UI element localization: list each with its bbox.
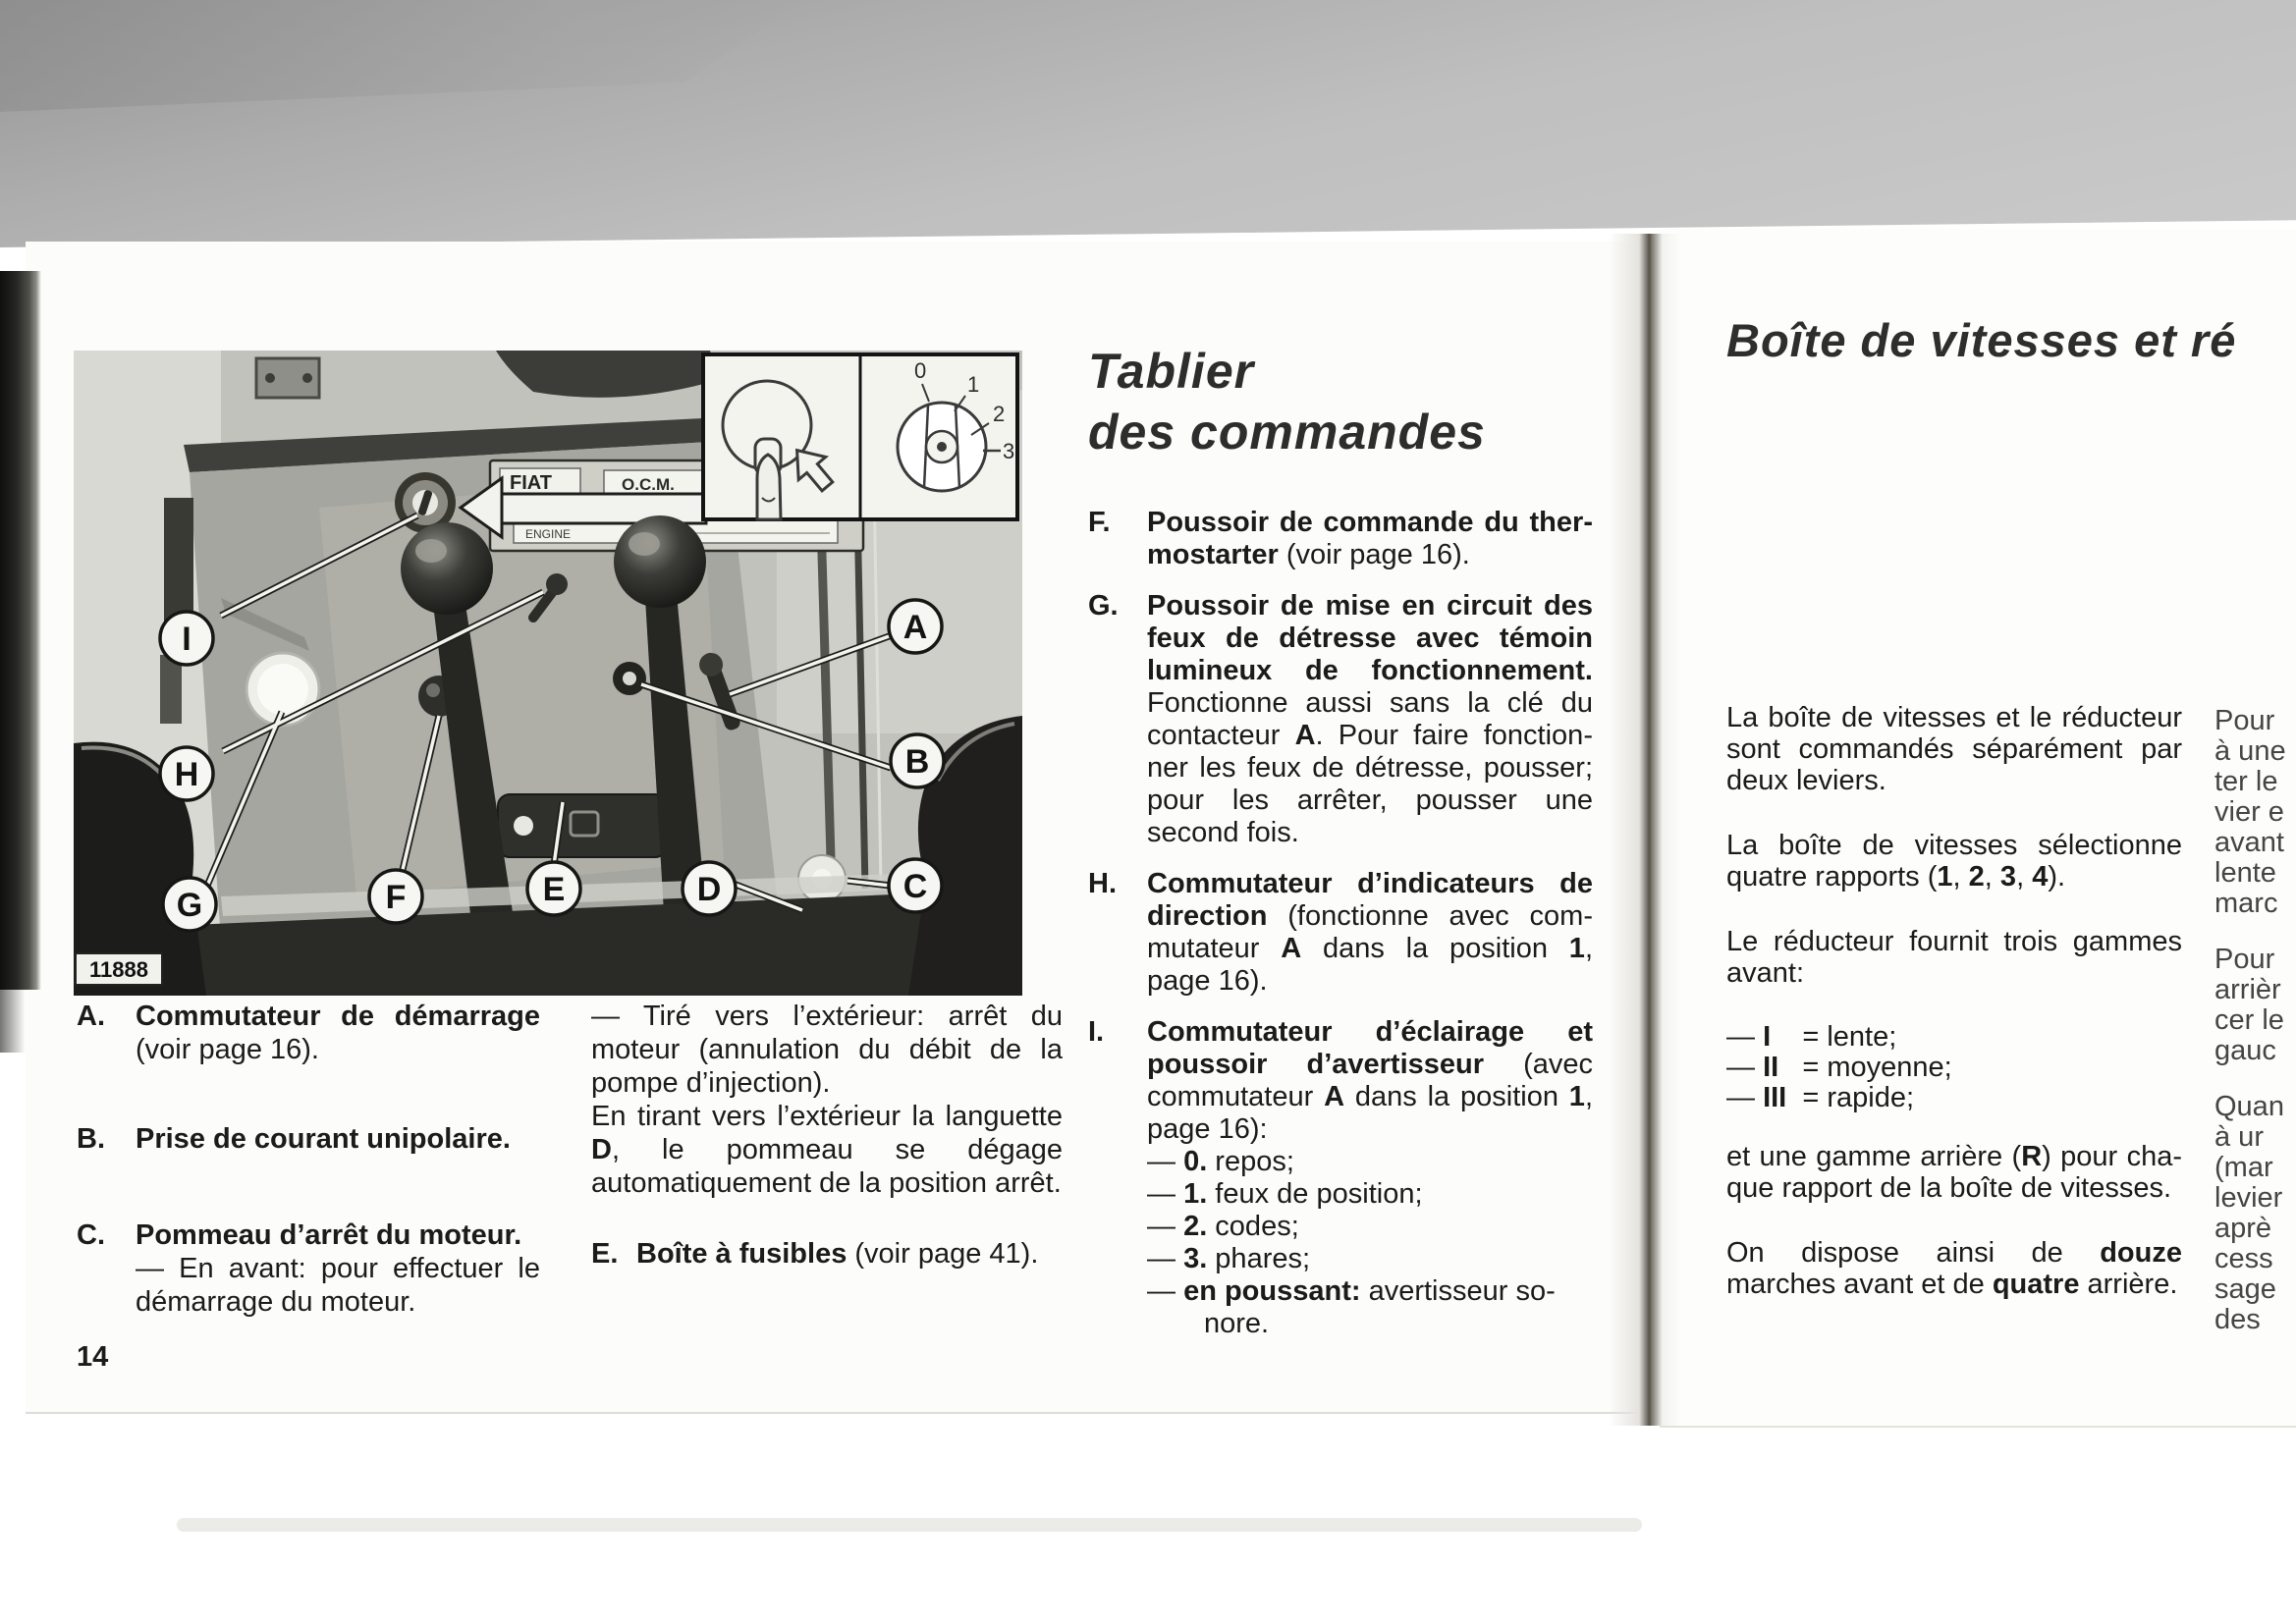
clipped-right-column [2214, 706, 2296, 1335]
gear-range-list [1726, 1022, 2182, 1113]
item-text-h: Commutateur d’indicateurs de direction (fonctionne avec commutateur A dans la position 1, page 16). [1147, 868, 1593, 997]
clipped-text-line: ter le [2214, 767, 2278, 797]
paragraph-twelve-speeds: On dispose ainsi de douze marches avant et de quatre arrière. [1726, 1237, 2182, 1300]
list-item-h [1088, 868, 1593, 998]
position-0-repos: — 0. repos; [1147, 1146, 1294, 1177]
clipped-text-line: Pour [2214, 945, 2275, 975]
key-position-0: 0 [914, 358, 927, 383]
inset-diagram [703, 354, 1017, 519]
item-letter-e: E. [591, 1238, 619, 1270]
callout-e [527, 862, 580, 915]
clipped-text-line: vier e [2214, 797, 2284, 828]
callout-g [163, 878, 216, 931]
item-letter-i: I. [1088, 1016, 1105, 1048]
book-page-edges [0, 271, 41, 990]
item-head-c: Pommeau d’arrêt du moteur. [136, 1219, 522, 1251]
svg-text:11888: 11888 [89, 957, 148, 982]
paragraph-gearbox-levers: La boîte de vitesses et le réducteur sont commandés séparément par deux leviers. [1726, 702, 2182, 796]
controls-list-column-middle [591, 1000, 1063, 1271]
svg-text:B: B [904, 743, 930, 781]
light-switch-positions [1147, 1146, 1593, 1340]
unipolar-socket [613, 662, 646, 695]
position-horn: — en poussant: avertisseur sonore. [1147, 1275, 1556, 1339]
callout-i [160, 612, 213, 665]
c-continuation-tab-d: En tirant vers l’extérieur la languette D, le pommeau se dégage automatiquement de la position arrêt. [591, 1101, 1063, 1199]
c-continuation-pulled-out: — Tiré vers l’extérieur: arrêt du moteur (annulation du débit de la pompe d’injection). [591, 1001, 1063, 1099]
clipped-text-line: marc [2214, 889, 2278, 919]
clipped-text-line: à une [2214, 736, 2286, 767]
book-gutter-shadow [1609, 234, 1681, 1426]
clipped-text-line: cess [2214, 1244, 2273, 1274]
clipped-text-line: aprè [2214, 1214, 2272, 1244]
left-page-title-line1: Tablier [1088, 344, 1255, 399]
scanner-bottom-shadow [177, 1518, 1642, 1532]
item-text-f: Poussoir de commande du thermostarter (voir page 16). [1147, 507, 1593, 570]
book-page-edges-tail [0, 990, 26, 1053]
photo-illustration [74, 351, 1022, 996]
list-item-a [77, 1000, 540, 1066]
svg-text:E: E [542, 871, 566, 908]
clipped-text-line: arrièr [2214, 975, 2281, 1005]
item-text-i: Commutateur d’éclairage et poussoir d’avertisseur (avec commutateur A dans la position 1, page 16): [1147, 1016, 1593, 1145]
list-item-f [1088, 507, 1593, 571]
item-letter-a: A. [77, 1001, 105, 1032]
plate-brand: FIAT [510, 472, 552, 494]
scanner-shadow-streak [0, 0, 805, 118]
callout-h [160, 747, 213, 800]
photo-id-tag [76, 953, 162, 985]
plate-line2: ENGINE [525, 527, 572, 541]
control-panel-photo [74, 351, 1022, 996]
clipped-text-line: cer le [2214, 1005, 2284, 1036]
list-item-i [1088, 1016, 1593, 1340]
position-1-feux: — 1. feux de position; [1147, 1178, 1423, 1210]
gear-range-fast: — III = rapide; [1726, 1082, 1915, 1113]
clipped-text-line: (mar [2214, 1153, 2273, 1183]
paragraph-three-ranges: Le réducteur fournit trois gammes avant: [1726, 926, 2182, 989]
list-item-g [1088, 590, 1593, 849]
controls-list-right-column [1088, 507, 1593, 1359]
gear-range-slow: — I = lente; [1726, 1021, 1897, 1053]
svg-text:I: I [182, 621, 191, 658]
list-item-b [77, 1122, 540, 1156]
item-letter-b: B. [77, 1123, 105, 1155]
clipped-text-line [2214, 1066, 2296, 1092]
paragraph-four-ratios: La boîte de vitesses sélectionne quatre rapports (1, 2, 3, 4). [1726, 830, 2182, 893]
svg-text:C: C [902, 868, 928, 905]
clipped-text-line [2214, 919, 2296, 945]
item-letter-c: C. [77, 1219, 105, 1251]
clipped-text-line: Quan [2214, 1092, 2284, 1122]
right-page [1660, 229, 2296, 1428]
svg-text:D: D [696, 871, 722, 908]
key-position-2: 2 [993, 402, 1006, 426]
hinge-bolt [265, 373, 275, 383]
item-text-a: Commutateur de démarrage (voir page 16). [136, 1001, 540, 1065]
position-2-codes: — 2. codes; [1147, 1211, 1299, 1242]
gear-range-medium: — II = moyenne; [1726, 1052, 1952, 1083]
controls-list-column-abc [77, 1000, 540, 1319]
page-number: 14 [77, 1341, 109, 1373]
position-3-phares: — 3. phares; [1147, 1243, 1311, 1274]
item-body-c: — En avant: pour effectuer le démarrage du moteur. [136, 1253, 540, 1318]
callout-d [683, 862, 736, 915]
svg-text:A: A [902, 609, 928, 646]
callout-a [889, 600, 942, 653]
paragraph-reverse-range: et une gamme arrière (R) pour chaque rapport de la boîte de vitesses. [1726, 1141, 2182, 1204]
item-text-b: Prise de courant unipolaire. [136, 1123, 511, 1155]
plate-model: O.C.M. [622, 475, 675, 494]
list-item-c [77, 1218, 540, 1319]
svg-text:F: F [385, 879, 407, 916]
clipped-text-line: Pour [2214, 706, 2275, 736]
clipped-text-line: sage [2214, 1274, 2276, 1305]
right-page-title: Boîte de vitesses et ré [1726, 314, 2237, 366]
right-page-text-column [1726, 702, 2182, 1333]
list-item-e [591, 1237, 1063, 1271]
clipped-text-line: gauc [2214, 1036, 2276, 1066]
item-letter-h: H. [1088, 868, 1117, 899]
item-letter-g: G. [1088, 590, 1119, 622]
clipped-text-line: levier [2214, 1183, 2283, 1214]
left-page-title-line2: des commandes [1088, 405, 1486, 460]
clipped-text-line: lente [2214, 858, 2276, 889]
callout-c [889, 859, 942, 912]
clipped-text-line: avant [2214, 828, 2284, 858]
finger-icon [757, 455, 781, 519]
hinge-bolt [302, 373, 312, 383]
clipped-text-line: des [2214, 1305, 2261, 1335]
clipped-text-line: à ur [2214, 1122, 2264, 1153]
item-text-e: Boîte à fusibles (voir page 41). [636, 1238, 1039, 1270]
item-letter-f: F. [1088, 507, 1111, 538]
item-text-g: Poussoir de mise en circuit des feux de détresse avec témoin lumineux de fonctionnement. Fonctionne aussi sans la clé du contacteur A. Pour faire fonctionner les feux de détresse, pousser; pour les arrêter, pousser une second fois. [1147, 590, 1593, 848]
svg-text:G: G [176, 887, 203, 924]
key-position-1: 1 [967, 372, 980, 397]
scanner-background-band [0, 0, 2296, 247]
callout-f [369, 870, 422, 923]
key-position-3: 3 [1003, 439, 1015, 463]
fuse-box [498, 794, 667, 857]
callout-b [891, 734, 944, 787]
svg-text:H: H [174, 756, 199, 793]
